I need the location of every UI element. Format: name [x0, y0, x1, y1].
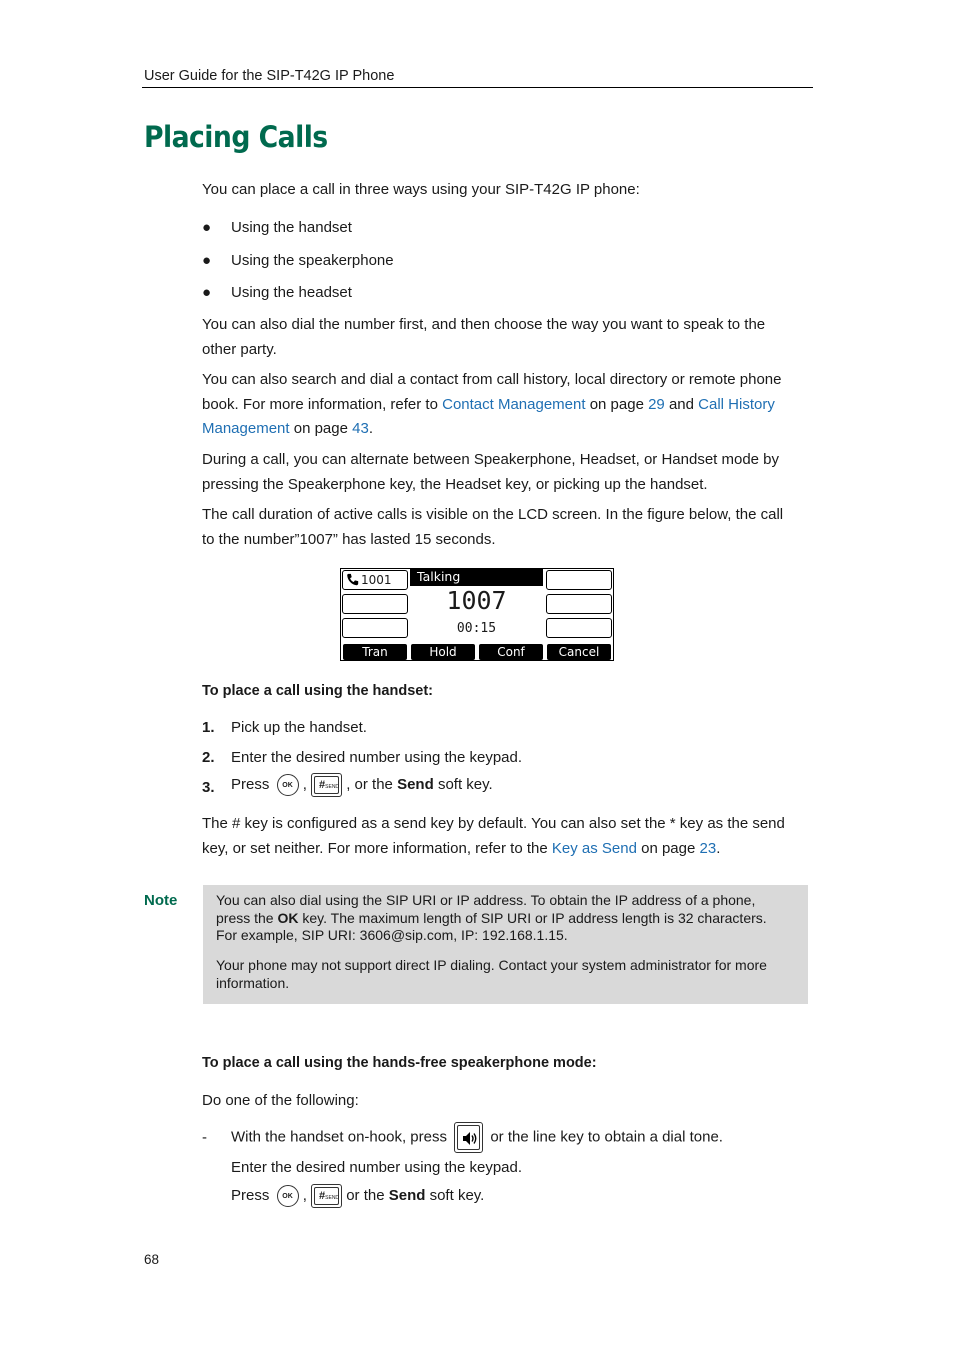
text-line: Your phone may not support direct IP dialing. Contact your system administrator for more [216, 957, 767, 973]
text-span: key. The maximum length of SIP URI or IP address length is 32 characters. [298, 909, 767, 926]
duration-paragraph [202, 503, 822, 552]
text-line: other party. [202, 340, 277, 358]
text-span: . [368, 420, 373, 437]
list-item [202, 216, 211, 241]
call-history-link-cont[interactable]: Management [202, 420, 290, 437]
ok-key-icon: OK [277, 774, 299, 796]
dash-marker: - [202, 1129, 207, 1146]
speaker-icon [459, 1128, 480, 1149]
text-span: With the handset on-hook, press [231, 1128, 447, 1146]
text-span: and [664, 395, 699, 413]
text-line: to the number”1007” has lasted 15 seconds. [202, 530, 496, 548]
call-history-link[interactable]: Call History [698, 395, 775, 413]
speaker-step-line-1 [231, 1122, 723, 1153]
contact-management-link[interactable]: Contact Management [442, 395, 586, 413]
text-line: You can also search and dial a contact from call history, local directory or remote phone [202, 371, 782, 388]
line-key-1 [342, 570, 408, 590]
status-bar [410, 569, 543, 586]
text-span: on page [585, 395, 649, 413]
speakerphone-intro: Do one of the following: [202, 1092, 359, 1109]
page-23-link[interactable]: 23 [699, 839, 717, 857]
bullet-icon: ● [202, 219, 212, 236]
text-span: on page [289, 420, 353, 437]
page-number: 68 [144, 1252, 160, 1267]
text-line: The call duration of active calls is visible on the LCD screen. In the figure below, the call [202, 506, 784, 523]
text-span: . [716, 839, 721, 857]
text-span: , [302, 776, 307, 793]
ok-key-label: OK [277, 909, 299, 926]
note-paragraph-2 [216, 957, 801, 992]
lcd-screen-figure [340, 568, 614, 661]
text-line [202, 417, 822, 442]
running-header: User Guide for the SIP-T42G IP Phone [144, 68, 395, 84]
line-key-5 [546, 594, 612, 614]
page-43-link[interactable]: 43 [352, 420, 369, 437]
alternate-paragraph [202, 448, 822, 497]
text-line: You can also dial using the SIP URI or IP address. To obtain the IP address of a phone, [216, 892, 756, 908]
speakerphone-key-face [457, 1125, 480, 1150]
send-key-face [314, 776, 339, 794]
text-span: key, or set neither. For more information, refer to the [202, 839, 552, 857]
speakerphone-key-icon [454, 1122, 483, 1153]
line-key-3 [342, 618, 408, 638]
hash-key-paragraph [202, 812, 822, 861]
page-title: Placing Calls [144, 120, 328, 154]
ok-key-icon: OK [277, 1185, 299, 1207]
step-number: 2. [202, 749, 215, 766]
text-line: pressing the Speakerphone key, the Headset key, or picking up the handset. [202, 475, 708, 493]
text-span: soft key. [437, 776, 493, 793]
softkey-tran: Tran [343, 644, 407, 660]
text-line [202, 393, 822, 418]
line-key-label: 1001 [361, 573, 392, 587]
line-key-2 [342, 594, 408, 614]
text-span: Press [231, 1187, 270, 1204]
hash-glyph: # [319, 1190, 326, 1203]
list-item-text: Using the headset [231, 284, 352, 301]
text-span: or the [346, 1187, 385, 1204]
text-line [202, 837, 822, 862]
list-item-text: Using the speakerphone [231, 252, 394, 269]
step-text: Enter the desired number using the keypad. [231, 749, 523, 766]
page-29-link[interactable]: 29 [648, 395, 665, 413]
dialed-number: 1007 [446, 586, 507, 615]
text-line: For example, SIP URI: 3606@sip.com, IP: 192.168.1.15. [216, 927, 568, 943]
text-span: book. For more information, refer to [202, 395, 443, 413]
note-label: Note [144, 892, 178, 909]
text-line: During a call, you can alternate between Speakerphone, Headset, or Handset mode by [202, 451, 780, 468]
text-line: information. [216, 974, 290, 991]
line-key-6 [546, 618, 612, 638]
list-item-text: Using the handset [231, 219, 352, 236]
send-key-icon [311, 1184, 342, 1208]
hash-glyph: # [319, 779, 326, 792]
softkey-hold: Hold [411, 644, 475, 660]
text-span: , [302, 1187, 307, 1204]
text-span: or the line key to obtain a dial tone. [490, 1128, 723, 1146]
key-as-send-link[interactable]: Key as Send [551, 839, 637, 857]
send-small-label: SEND [325, 784, 340, 791]
text-line: The # key is configured as a send key by default. You can also set the * key as the send [202, 815, 785, 832]
intro-paragraph: You can place a call in three ways using your SIP-T42G IP phone: [202, 181, 640, 198]
text-span: , or the [346, 776, 393, 793]
header-rule [142, 87, 813, 88]
handset-heading: To place a call using the handset: [202, 683, 433, 699]
softkey-conf: Conf [479, 644, 543, 660]
step-text: Pick up the handset. [231, 719, 367, 736]
speaker-step-line-3 [231, 1184, 484, 1209]
note-paragraph-1 [216, 892, 801, 945]
list-item [202, 281, 211, 306]
speakerphone-heading: To place a call using the hands-free speakerphone mode: [202, 1055, 597, 1071]
send-softkey-label: Send [397, 776, 434, 793]
phone-icon [346, 573, 359, 586]
text-span: Press [231, 776, 270, 793]
note-box [203, 885, 808, 1004]
step-text [231, 773, 493, 798]
bullet-icon: ● [202, 284, 212, 301]
speaker-step-line-2: Enter the desired number using the keypad. [231, 1159, 523, 1176]
step-number: 3. [202, 779, 215, 796]
search-paragraph [202, 368, 822, 442]
text-span: on page [636, 839, 700, 857]
send-small-label: SEND [325, 1195, 340, 1202]
dial-first-paragraph [202, 313, 822, 362]
list-item [202, 249, 211, 274]
send-key-icon [311, 773, 342, 797]
text-line [216, 910, 801, 928]
send-key-face [314, 1187, 339, 1205]
status-text: Talking [417, 569, 461, 584]
send-softkey-label: Send [388, 1187, 426, 1204]
text-span: press the [216, 909, 278, 926]
bullet-icon: ● [202, 252, 212, 269]
call-timer: 00:15 [456, 621, 497, 636]
softkey-cancel: Cancel [547, 644, 611, 660]
step-number: 1. [202, 719, 215, 736]
line-key-4 [546, 570, 612, 590]
text-line: You can also dial the number first, and then choose the way you want to speak to the [202, 316, 766, 333]
text-span: soft key. [429, 1187, 485, 1204]
